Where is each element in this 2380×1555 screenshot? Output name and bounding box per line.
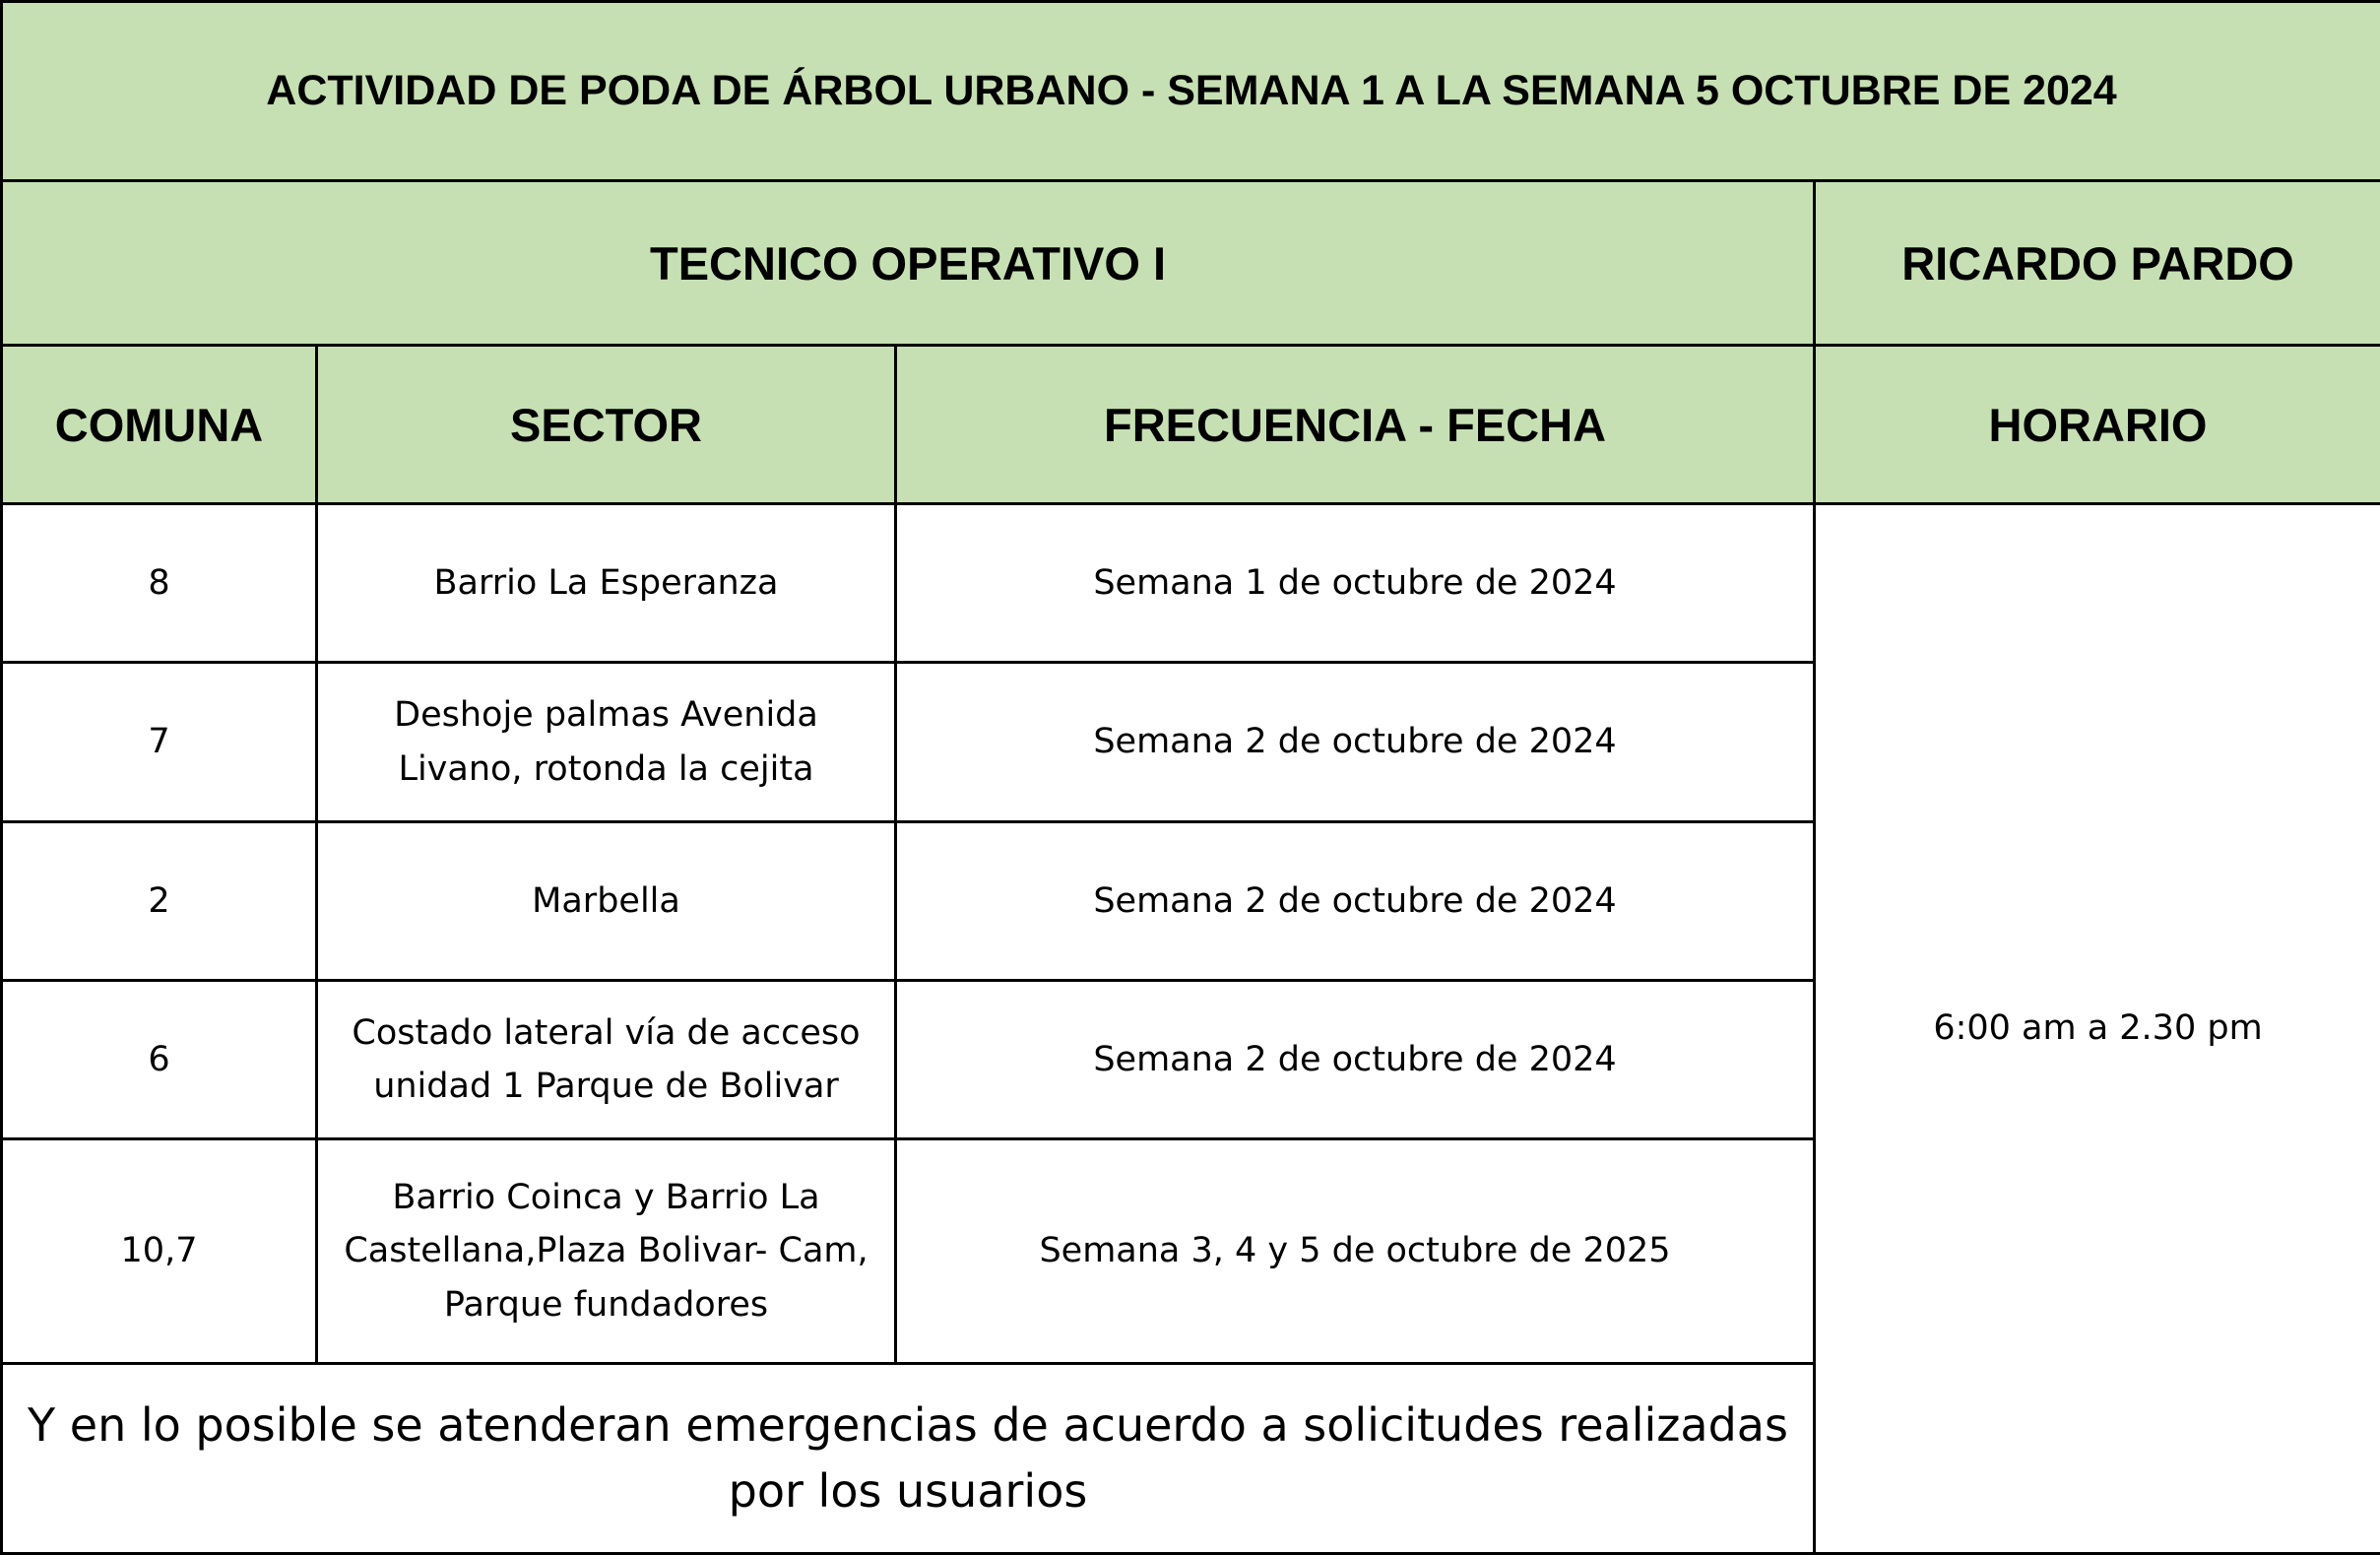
fecha-cell: Semana 2 de octubre de 2024	[896, 981, 1815, 1139]
fecha-cell: Semana 1 de octubre de 2024	[896, 504, 1815, 663]
table-row	[2, 504, 2380, 663]
column-header-row	[2, 346, 2380, 504]
comuna-cell: 8	[2, 504, 317, 663]
comuna-cell: 6	[2, 981, 317, 1139]
comuna-cell: 10,7	[2, 1139, 317, 1364]
sector-cell: Barrio Coinca y Barrio La Castellana,Plaza Bolivar- Cam, Parque fundadores	[317, 1139, 896, 1364]
fecha-cell: Semana 2 de octubre de 2024	[896, 822, 1815, 981]
horario-cell: 6:00 am a 2.30 pm	[1815, 504, 2380, 1554]
sector-cell: Marbella	[317, 822, 896, 981]
column-header-frecuencia: FRECUENCIA - FECHA	[896, 346, 1815, 504]
sector-cell: Barrio La Esperanza	[317, 504, 896, 663]
fecha-cell: Semana 2 de octubre de 2024	[896, 663, 1815, 822]
staff-row	[2, 181, 2380, 346]
column-header-horario: HORARIO	[1815, 346, 2380, 504]
person-name: RICARDO PARDO	[1815, 181, 2380, 346]
emergency-note: Y en lo posible se atenderan emergencias de acuerdo a solicitudes realizadas por los usuarios	[2, 1364, 1815, 1554]
fecha-cell: Semana 3, 4 y 5 de octubre de 2025	[896, 1139, 1815, 1364]
title-row	[2, 2, 2380, 181]
role-label: TECNICO OPERATIVO I	[2, 181, 1815, 346]
comuna-cell: 2	[2, 822, 317, 981]
column-header-comuna: COMUNA	[2, 346, 317, 504]
page-title: ACTIVIDAD DE PODA DE ÁRBOL URBANO - SEMANA 1 A LA SEMANA 5 OCTUBRE DE 2024	[2, 2, 2380, 181]
sector-cell: Deshoje palmas Avenida Livano, rotonda la cejita	[317, 663, 896, 822]
column-header-sector: SECTOR	[317, 346, 896, 504]
comuna-cell: 7	[2, 663, 317, 822]
sector-cell: Costado lateral vía de acceso unidad 1 Parque de Bolivar	[317, 981, 896, 1139]
